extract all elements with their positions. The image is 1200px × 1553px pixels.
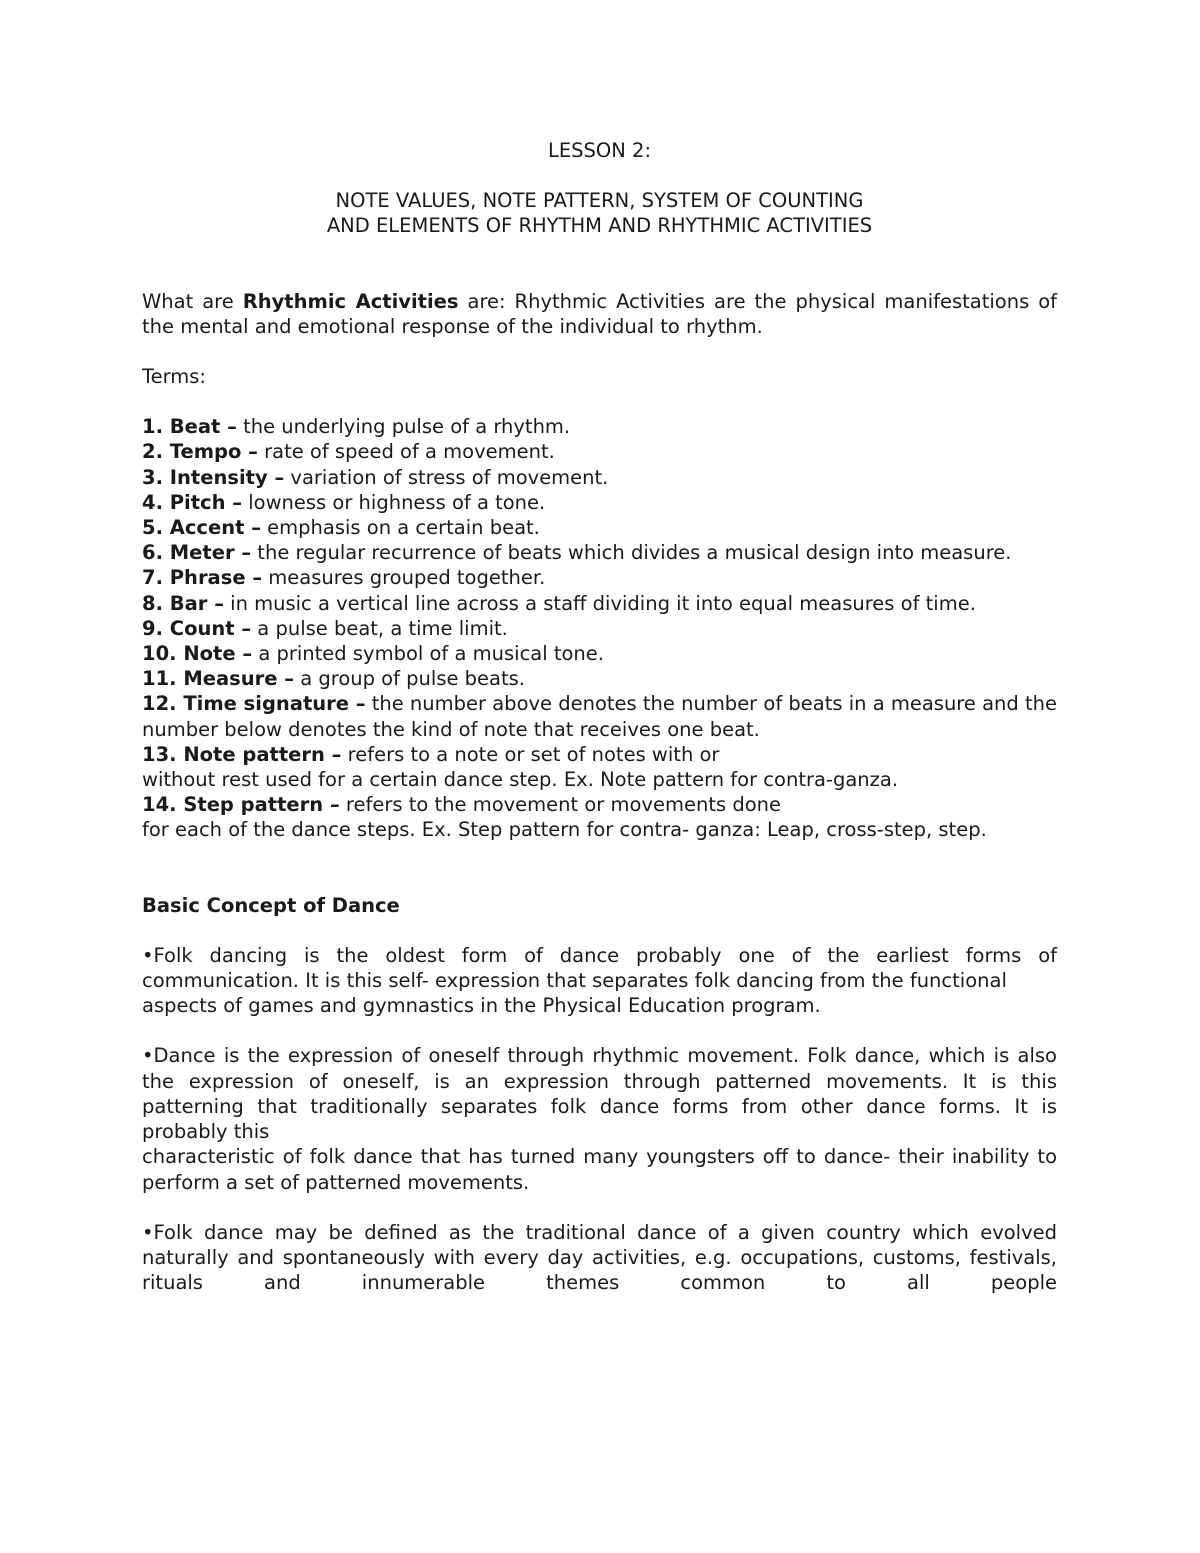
terms-label: Terms: [142, 365, 206, 389]
intro-text: are: Rhythmic Activities are the physical manifestations of the mental and emotional response of the individual to rhythm. [142, 289, 1057, 338]
term-item [142, 540, 1057, 565]
term-item [142, 742, 1057, 767]
intro-paragraph [142, 289, 1057, 339]
bullet-text: •Folk dance may be defined as the traditional dance of a given country which evolved naturally and spontaneously with every day activities, e.g. occupations, customs, festivals, rituals and innumerable themes common to all people [142, 1220, 1057, 1295]
term-name: 5. Accent – [142, 516, 261, 540]
term-name: 9. Count – [142, 616, 252, 640]
term-name: 2. Tempo – [142, 440, 258, 464]
bullet-text: •Dance is the expression of oneself through rhythmic movement. Folk dance, which is also the expression of oneself, is an expression through patterned movements. It is this patterning that traditionally separates folk dance forms from other dance forms. It is probably this [142, 1044, 1057, 1144]
term-name: 12. Time signature – [142, 692, 366, 716]
term-name: 10. Note – [142, 642, 253, 666]
term-item [142, 414, 1057, 439]
term-continuation: without rest used for a certain dance step. Ex. Note pattern for contra-ganza. [142, 768, 899, 792]
term-item [142, 439, 1057, 464]
lesson-number: LESSON 2: [547, 139, 652, 162]
term-item [142, 490, 1057, 515]
term-item [142, 666, 1057, 691]
term-definition: emphasis on a certain beat. [260, 516, 540, 540]
bullet-paragraph [142, 943, 1057, 1019]
term-name: 11. Measure – [142, 667, 294, 691]
term-continuation: for each of the dance steps. Ex. Step pattern for contra- ganza: Leap, cross-step, step. [142, 818, 987, 842]
term-definition: the regular recurrence of beats which divides a musical design into measure. [251, 541, 1012, 565]
term-definition: a group of pulse beats. [294, 667, 526, 691]
term-item [142, 591, 1057, 616]
bullet-continuation: aspects of games and gymnastics in the Physical Education program. [142, 994, 821, 1018]
lesson-title-line-2: AND ELEMENTS OF RHYTHM AND RHYTHMIC ACTIVITIES [326, 214, 873, 238]
bullet-text: •Folk dancing is the oldest form of dance probably one of the earliest forms of communication. It is this self- expression that separates folk dancing from the functional [142, 943, 1057, 993]
term-item [142, 565, 1057, 590]
lesson-title-line-1: NOTE VALUES, NOTE PATTERN, SYSTEM OF COUNTING [335, 189, 864, 213]
term-item [142, 515, 1057, 540]
term-name: 1. Beat – [142, 415, 237, 439]
term-definition: refers to a note or set of notes with or [341, 742, 720, 766]
terms-list [142, 414, 1057, 842]
term-item [142, 616, 1057, 641]
bullet-paragraph [142, 1043, 1057, 1194]
term-definition: variation of stress of movement. [284, 465, 609, 489]
term-definition: the number above denotes the number of beats in a measure and the number below denotes the kind of note that receives one beat. [142, 692, 1057, 741]
term-definition: rate of speed of a movement. [257, 440, 555, 464]
term-name: 7. Phrase – [142, 566, 263, 590]
bullet-continuation: characteristic of folk dance that has turned many youngsters off to dance- their inability to perform a set of patterned movements. [142, 1145, 1057, 1194]
term-name: 6. Meter – [142, 541, 252, 565]
term-item [142, 792, 1057, 817]
term-definition: refers to the movement or movements done [339, 793, 781, 817]
term-item [142, 691, 1057, 741]
term-name: 8. Bar – [142, 591, 224, 615]
term-name: 14. Step pattern – [142, 793, 340, 817]
lesson-title [142, 188, 1057, 238]
term-definition: lowness or highness of a tone. [242, 490, 546, 514]
term-name: 3. Intensity – [142, 465, 285, 489]
term-definition: a pulse beat, a time limit. [251, 616, 508, 640]
term-definition: measures grouped together. [262, 566, 546, 590]
term-item [142, 465, 1057, 490]
term-definition: in music a vertical line across a staff dividing it into equal measures of time. [223, 591, 976, 615]
bullet-paragraph [142, 1220, 1057, 1296]
term-item [142, 641, 1057, 666]
term-definition: the underlying pulse of a rhythm. [236, 415, 571, 439]
term-name: 4. Pitch – [142, 490, 243, 514]
term-name: 13. Note pattern – [142, 742, 342, 766]
term-definition: a printed symbol of a musical tone. [252, 642, 604, 666]
intro-prefix: What are [142, 289, 243, 313]
document-body [142, 138, 1057, 1295]
section-heading: Basic Concept of Dance [142, 893, 400, 917]
intro-bold-term: Rhythmic Activities [242, 289, 459, 313]
